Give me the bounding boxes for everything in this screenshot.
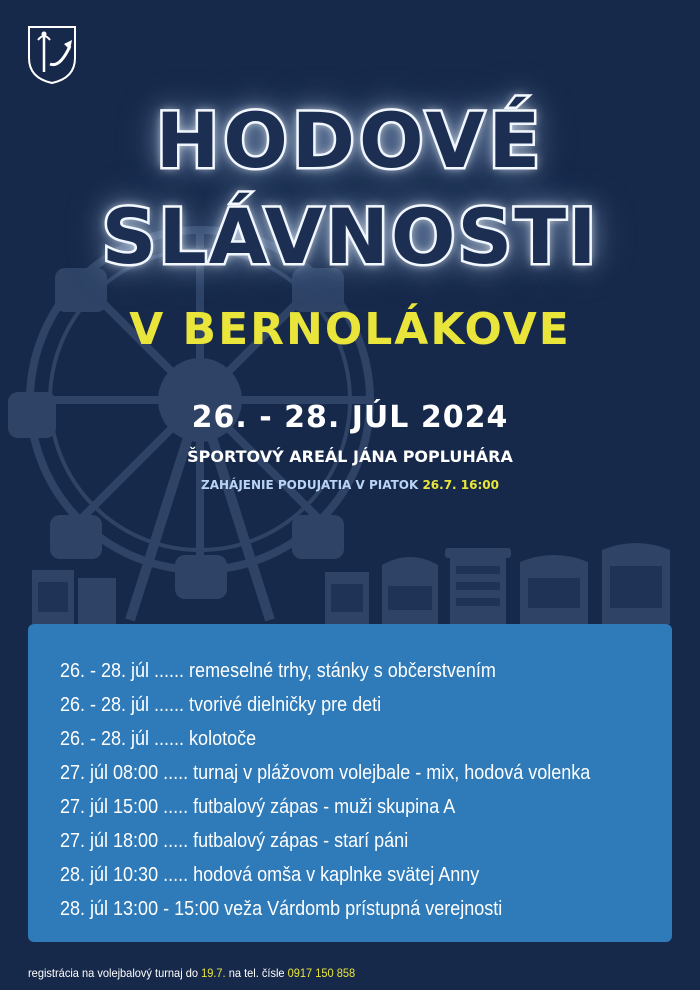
program-item: 27. júl 08:00 ..... turnaj v plážovom volejbale - mix, hodová volenka [60,762,591,784]
event-opening [0,476,700,494]
title-line-2: SLÁVNOSTI [101,192,599,281]
program-item: 27. júl 15:00 ..... futbalový zápas - muži skupina A [60,796,456,818]
footer-date: 19.7. [201,966,226,980]
program-item: 26. - 28. júl ...... remeselné trhy, stánky s občerstvením [60,660,496,682]
footer-phone: 0917 150 858 [287,966,356,980]
program-item: 28. júl 13:00 - 15:00 veža Várdomb prístupná verejnosti [60,898,503,920]
subtitle-location: V BERNOLÁKOVE [129,304,571,355]
program-item: 27. júl 18:00 ..... futbalový zápas - starí páni [60,830,409,852]
program-list [60,654,672,926]
footer-note [28,965,635,981]
footer-text-a: registrácia na volejbalový turnaj do [28,966,198,980]
title-line-1: HODOVÉ [155,96,545,185]
footer-text-b: na tel. čísle [228,966,285,980]
program-item: 28. júl 10:30 ..... hodová omša v kaplnke svätej Anny [60,864,480,886]
program-item: 26. - 28. júl ...... kolotoče [60,728,257,750]
program-item: 26. - 28. júl ...... tvorivé dielničky pre deti [60,694,382,716]
program-box [28,624,672,942]
opening-time: 26.7. 16:00 [422,478,499,492]
municipal-crest-icon [26,24,78,86]
event-venue: ŠPORTOVÝ AREÁL JÁNA POPLUHÁRA [187,447,513,466]
event-dates: 26. - 28. JÚL 2024 [191,400,509,435]
opening-text: ZAHÁJENIE PODUJATIA V PIATOK [201,478,419,492]
